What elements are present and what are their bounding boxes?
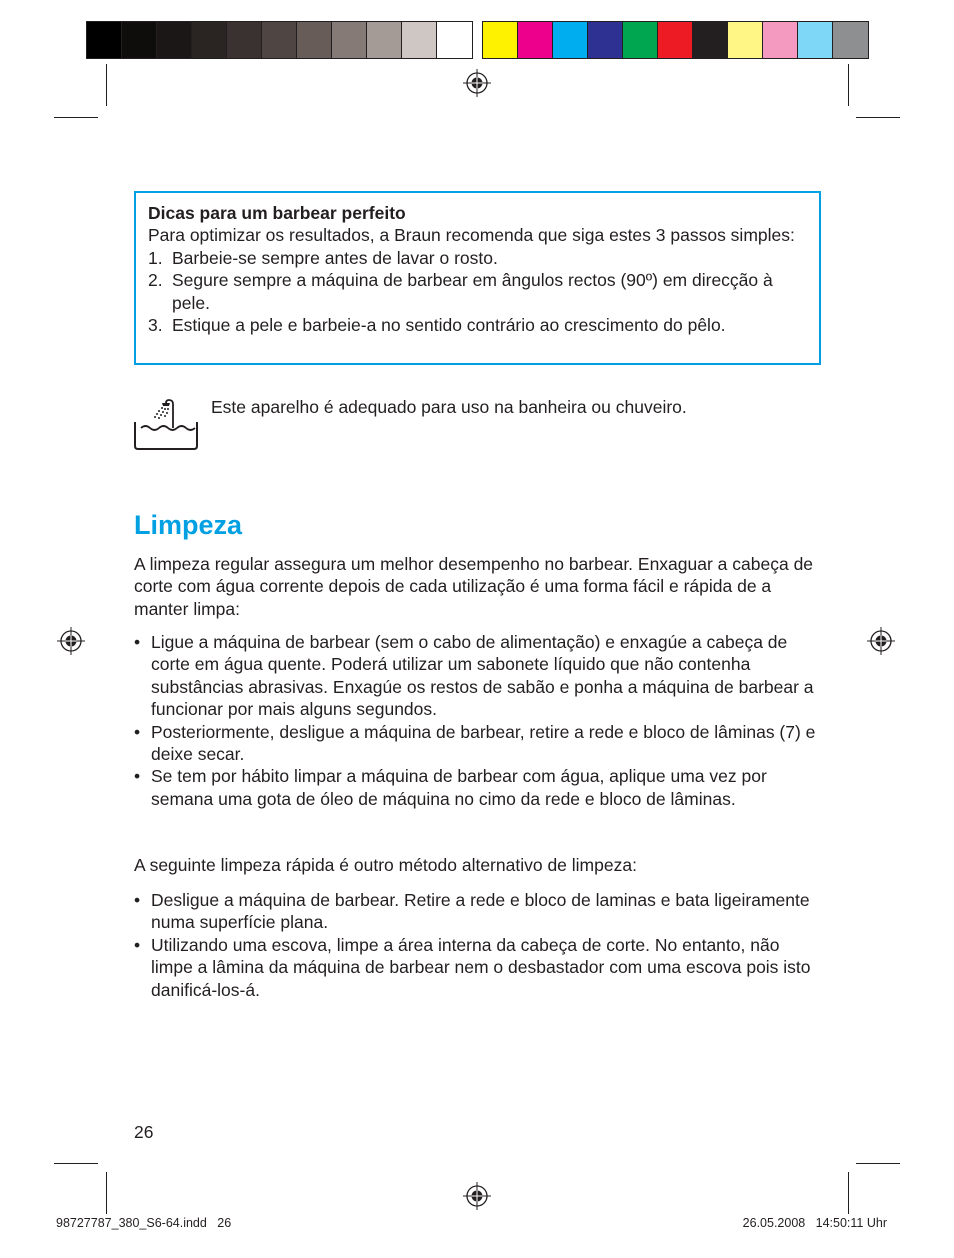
tips-step [148, 314, 807, 336]
list-item [134, 721, 824, 766]
bullet-icon: • [134, 721, 141, 742]
list-item-text: Desligue a máquina de barbear. Retire a rede e bloco de laminas e bata ligeiramente numa superfície plana. [151, 890, 810, 933]
crop-mark-top-right [848, 64, 849, 106]
list-item [134, 934, 824, 1001]
list-item [134, 631, 824, 721]
tips-step-number: 3. [148, 315, 163, 336]
cleaning-bullet-list [134, 631, 824, 810]
shower-bath-icon [133, 398, 199, 452]
grayscale-color-bar [86, 21, 473, 59]
color-swatch [262, 22, 297, 58]
tips-title: Dicas para um barbear perfeito [148, 203, 406, 223]
registration-mark-icon [56, 626, 86, 656]
color-swatch [763, 22, 798, 58]
timestamp: 26.05.2008 14:50:11 Uhr [742, 1216, 887, 1230]
color-swatch [157, 22, 192, 58]
color-swatch [483, 22, 518, 58]
crop-mark-top-left-h [54, 117, 98, 118]
color-swatch [297, 22, 332, 58]
color-swatch [658, 22, 693, 58]
crop-mark-top-right-h [856, 117, 900, 118]
registration-mark-icon [866, 626, 896, 656]
color-swatch [553, 22, 588, 58]
color-swatch [798, 22, 833, 58]
color-swatch [227, 22, 262, 58]
registration-mark-icon [462, 68, 492, 98]
crop-mark-bottom-right-h [856, 1163, 900, 1164]
bullet-icon: • [134, 934, 141, 955]
alt-cleaning-bullet-list [134, 889, 824, 1001]
color-swatch [402, 22, 437, 58]
bullet-icon: • [134, 890, 141, 910]
tips-step-text: Barbeie-se sempre antes de lavar o rosto. [172, 247, 498, 268]
tips-intro: Para optimizar os resultados, a Braun recomenda que siga estes 3 passos simples: [148, 225, 795, 246]
bullet-icon: • [134, 766, 141, 787]
crop-mark-bottom-left [106, 1172, 107, 1214]
color-swatch [833, 22, 868, 58]
tips-step-text: Estique a pele e barbeie-a no sentido contrário ao crescimento do pêlo. [172, 315, 726, 336]
color-swatch [192, 22, 227, 58]
color-swatch [367, 22, 402, 58]
color-swatch [332, 22, 367, 58]
crop-mark-top-left [106, 64, 107, 106]
color-swatch [728, 22, 763, 58]
color-swatch [518, 22, 553, 58]
color-swatch [87, 22, 122, 58]
color-swatch [122, 22, 157, 58]
color-swatch [437, 22, 472, 58]
list-item [134, 765, 824, 810]
list-item-text: Posteriormente, desligue a máquina de barbear, retire a rede e bloco de lâminas (7) e deixe secar. [151, 721, 816, 765]
list-item-text: Utilizando uma escova, limpe a área interna da cabeça de corte. No entanto, não limpe a lâmina da máquina de barbear nem o desbastador com uma escova pois isto danificá-los-á. [151, 934, 811, 1000]
color-swatch [588, 22, 623, 58]
tips-step [148, 247, 807, 269]
list-item-text: Se tem por hábito limpar a máquina de barbear com água, aplique uma vez por semana uma gota de óleo de máquina no cimo da rede e bloco de lâminas. [151, 766, 767, 809]
bullet-icon: • [134, 632, 141, 652]
registration-mark-icon [462, 1181, 492, 1211]
tips-step-text: Segure sempre a máquina de barbear em ângulos rectos (90º) em direcção à pele. [172, 270, 773, 313]
crop-mark-bottom-left-h [54, 1163, 98, 1164]
page-number: 26 [134, 1122, 154, 1142]
shower-note: Este aparelho é adequado para uso na banheira ou chuveiro. [211, 397, 687, 417]
tips-step-number: 1. [148, 247, 163, 268]
list-item [134, 889, 824, 934]
tips-box [134, 191, 821, 365]
tips-step [148, 269, 807, 314]
crop-mark-bottom-right [848, 1172, 849, 1214]
cleaning-intro: A limpeza regular assegura um melhor desempenho no barbear. Enxaguar a cabeça de corte com água corrente depois de cada utilização é uma forma fácil e rápida de a manter limpa: [134, 554, 814, 619]
file-name: 98727787_380_S6-64.indd 26 [56, 1216, 232, 1230]
process-color-bar [482, 21, 869, 59]
alt-cleaning-intro: A seguinte limpeza rápida é outro método alternativo de limpeza: [134, 855, 637, 875]
tips-step-number: 2. [148, 270, 163, 291]
section-heading: Limpeza [134, 510, 243, 540]
color-swatch [693, 22, 728, 58]
color-swatch [623, 22, 658, 58]
list-item-text: Ligue a máquina de barbear (sem o cabo de alimentação) e enxagúe a cabeça de corte em água quente. Poderá utilizar um sabonete líquido que não contenha substâncias abrasivas. Enxagúe os restos de sabão e ponha a máquina de barbear a funcionar por mais alguns segundos. [151, 632, 814, 720]
